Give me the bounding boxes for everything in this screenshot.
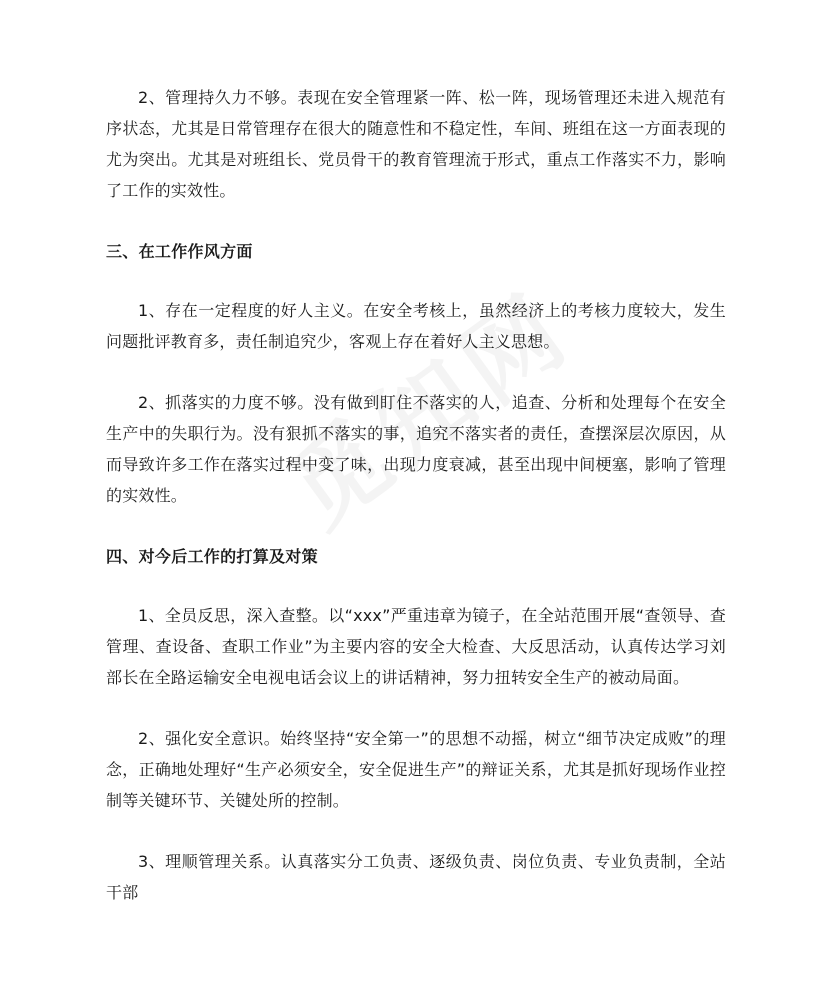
section-heading-future-plans: 四、对今后工作的打算及对策 [106,547,318,566]
paragraph-good-person-mentality: 1、存在一定程度的好人主义。在安全考核上，虽然经济上的考核力度较大，发生问题批评教育多，责任制追究少，客观上存在着好人主义思想。 [106,301,726,351]
paragraph-implementation-strength: 2、抓落实的力度不够。没有做到盯住不落实的人，追查、分析和处理每个在安全生产中的失职行为。没有狠抓不落实的事，追究不落实者的责任，查摆深层次原因，从而导致许多工作在落实过程中变了味，出现力度衰减，甚至出现中间梗塞，影响了管理的实效性。 [106,393,726,505]
paragraph-reflection-inspection: 1、全员反思，深入查整。以“xxx”严重违章为镜子，在全站范围开展“查领导、查管理、查设备、查职工作业”为主要内容的安全大检查、大反思活动，认真传达学习刘部长在全路运输安全电视电话会议上的讲话精神，努力扭转安全生产的被动局面。 [106,606,726,687]
paragraph-management-persistence: 2、管理持久力不够。表现在安全管理紧一阵、松一阵，现场管理还未进入规范有序状态，尤其是日常管理存在很大的随意性和不稳定性，车间、班组在这一方面表现的尤为突出。尤其是对班组长、党员骨干的教育管理流于形式，重点工作落实不力，影响了工作的实效性。 [106,88,726,200]
document-body [106,82,726,908]
paragraph-safety-awareness: 2、强化安全意识。始终坚持“安全第一”的思想不动摇，树立“细节决定成败”的理念，正确地处理好“生产必须安全，安全促进生产”的辩证关系，尤其是抓好现场作业控制等关键环节、关键处所的控制。 [106,729,726,810]
section-heading-work-style: 三、在工作作风方面 [106,242,253,261]
paragraph-management-relations: 3、理顺管理关系。认真落实分工负责、逐级负责、岗位负责、专业负责制，全站干部 [106,852,726,902]
